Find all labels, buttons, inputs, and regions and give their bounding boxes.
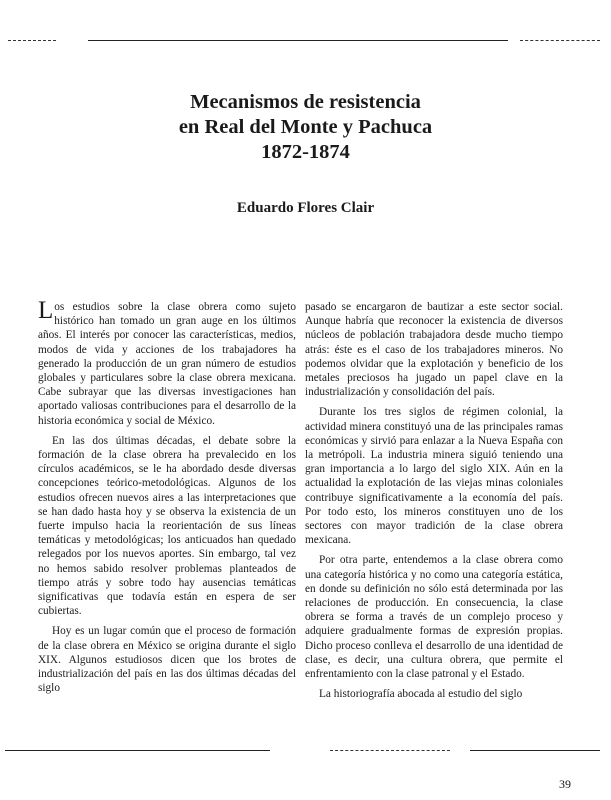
top-rule-left (8, 40, 56, 41)
article-title (0, 90, 611, 165)
top-rule-main (88, 40, 508, 41)
bottom-rule-right (470, 750, 600, 751)
title-line-1: Mecanismos de resistencia (190, 91, 421, 113)
paragraph-text: os estudios sobre la clase obrera como sujeto histórico han tomado un gran auge en los últimos años. El interés por conocer las características, medios, modos de vida y acciones de los trabajadores ha generado la producción de un gran número de estudios globales y particulares sobre la clase obrera mexicana. Cabe subrayar que las diversas investigaciones han aportado valiosas contribuciones para el desarrollo de la historia económica y social de México. (38, 301, 296, 427)
bottom-rule-left (5, 750, 270, 751)
top-rule-right (520, 40, 600, 41)
paragraph: Durante los tres siglos de régimen colonial, la actividad minera constituyó una de las principales ramas económicas y sirvió para enlazar a la Nueva España con la metrópoli. La industria minera siguió teniendo una gran importancia a lo largo del siglo XIX. Aún en la actualidad la explotación de las viejas minas coloniales contribuye significativamente a la economía del país. Por todo esto, los mineros constituyen uno de los sectores con mayor tradición de la clase obrera mexicana. (305, 406, 563, 547)
title-line-3: 1872-1874 (261, 141, 350, 163)
paragraph: Hoy es un lugar común que el proceso de formación de la clase obrera en México se origina durante el siglo XIX. Algunos estudiosos dicen que los brotes de industrialización del país en las dos últimas décadas del siglo (38, 625, 296, 695)
paragraph (38, 297, 296, 428)
article-author: Eduardo Flores Clair (236, 200, 375, 216)
paragraph: La historiografía abocada al estudio del siglo (319, 688, 523, 701)
bottom-rule-mid (330, 750, 450, 751)
paragraph: En las dos últimas décadas, el debate sobre la formación de la clase obrera ha prevalecido en los círculos académicos, se le ha abordado desde diversas concepciones teórico-metodológicas. Algunos de los estudios ofrecen nuevos aires a las interpretaciones que se han dado hasta hoy y se observa la existencia de un fuerte impulso hacia la reorientación de sus líneas temáticas y metodológicas; los anticuados han quedado relegados por los nuevos aportes. Sin embargo, tal vez no hemos sabido resolver problemas planteados de tiempo atrás y sobre todo hay ausencias temáticas significativas que todavía están en espera de ser cubiertas. (38, 434, 296, 618)
drop-cap: L (38, 297, 54, 324)
paragraph: Por otra parte, entendemos a la clase obrera como una categoría histórica y no como una categoría estática, en donde su definición no sólo está determinada por las relaciones de producción. En consecuencia, la clase obrera se forma a través de un complejo proceso y adquiere gradualmente formas de expresión propias. Dicho proceso conlleva el desarrollo de una identidad de clase, es decir, una cultura obrera, que permite el enfrentamiento con la clase patronal y el Estado. (305, 554, 563, 681)
body-column-left (38, 297, 296, 701)
body-column-right (305, 300, 563, 707)
page-number: 39 (559, 777, 571, 791)
title-line-2: en Real del Monte y Pachuca (178, 116, 433, 138)
paragraph: pasado se encargaron de bautizar a este sector social. Aunque habría que reconocer la existencia de diversos núcleos de población trabajadora desde mucho tiempo atrás: éste es el caso de los trabajadores mineros. No podemos olvidar que la explotación y beneficio de los metales preciosos ha jugado un papel clave en la industrialización y consolidación del país. (305, 301, 563, 399)
